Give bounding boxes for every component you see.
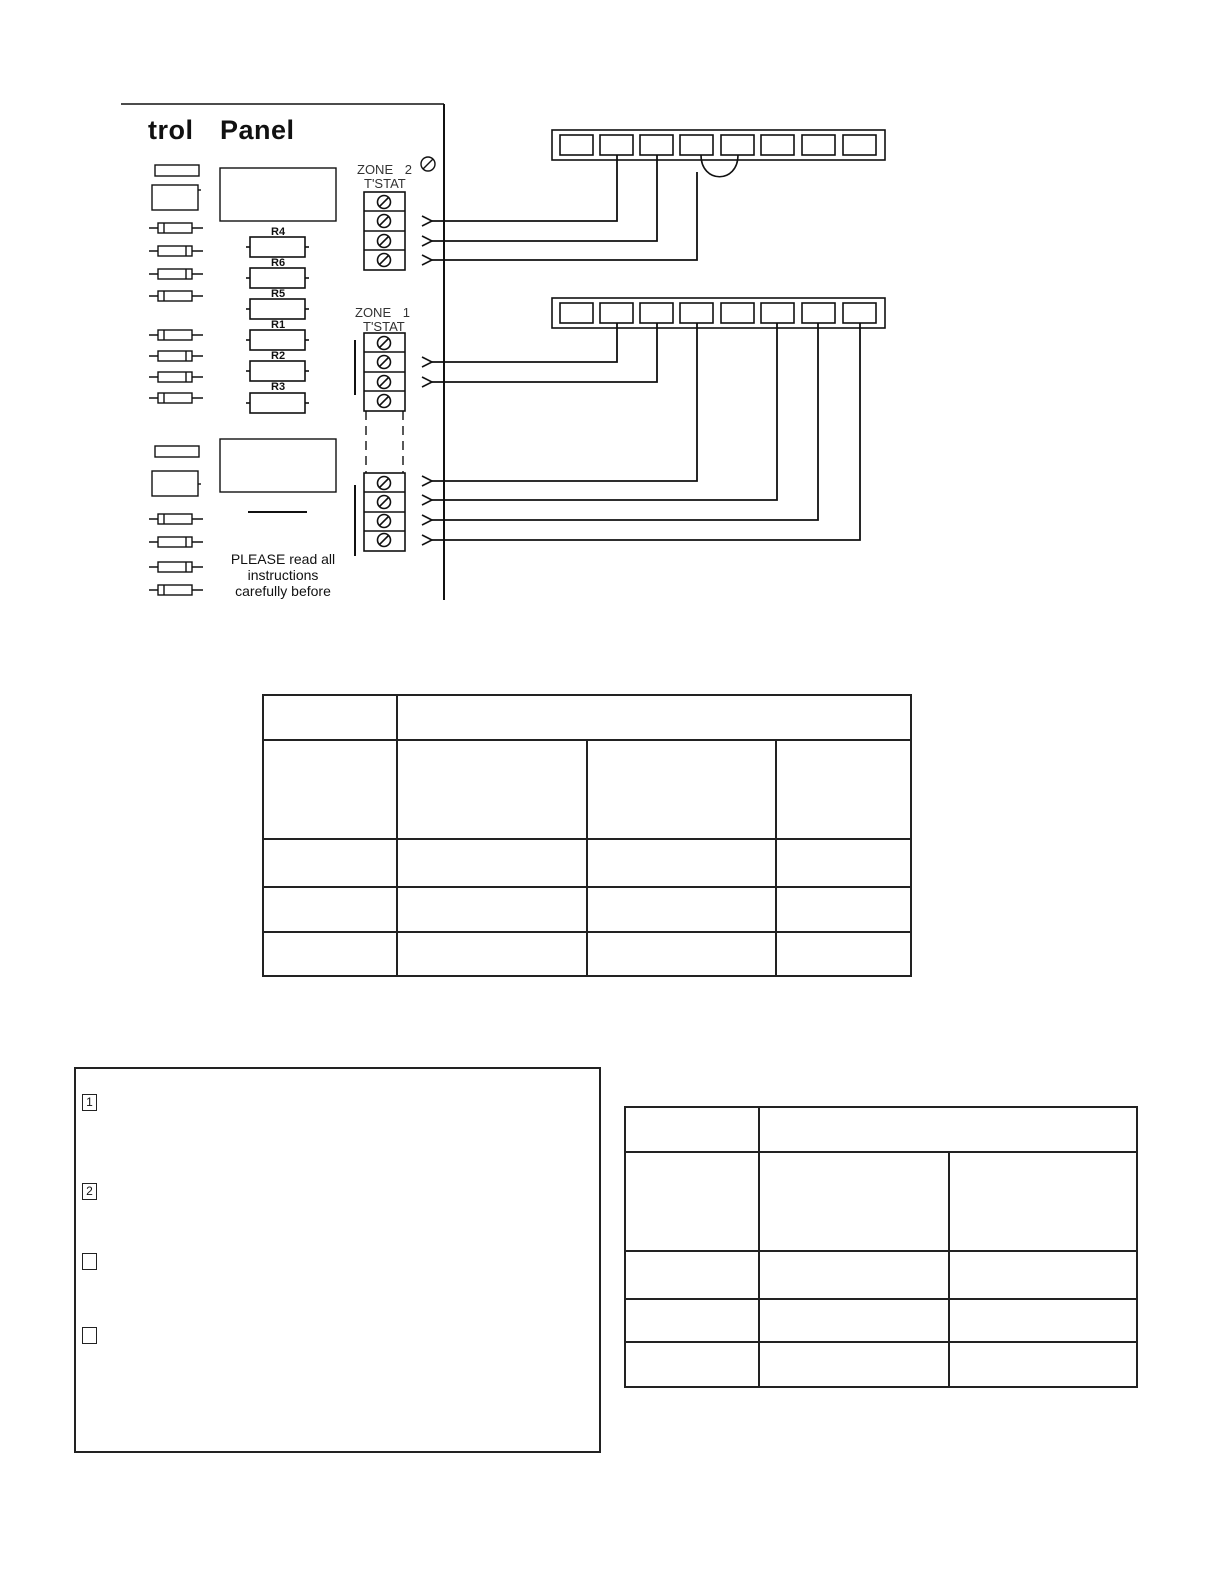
table-cell: [776, 740, 911, 839]
ground-screw-icon: [421, 157, 435, 171]
table-cell: [625, 1152, 759, 1251]
wire-z1-5: [432, 323, 818, 520]
resistor-label-r1: R1: [271, 319, 286, 331]
resistor-label-r2: R2: [271, 350, 286, 362]
table-cell: [263, 839, 397, 887]
panel-title-part1: trol: [148, 115, 194, 145]
zone1-terminal-strip-upper: [355, 333, 405, 411]
notes-box: [74, 1067, 601, 1453]
zone2-label: ZONE 2: [357, 162, 412, 177]
table-cell: [776, 839, 911, 887]
zone1-label: ZONE 1: [355, 305, 410, 320]
table-cell: [263, 695, 397, 740]
zone2-wires: [432, 155, 697, 260]
table-cell: [759, 1107, 1137, 1152]
zone2-thermostat-terminal-block: [552, 130, 885, 177]
panel-note-line2: instructions: [247, 567, 319, 583]
relay-blocks: [220, 168, 336, 512]
table-cell: [759, 1152, 949, 1251]
note-marker-1: 1: [82, 1094, 97, 1111]
wire-z2-2: [432, 155, 657, 241]
table-cell: [759, 1299, 949, 1342]
diode-row-3: [149, 514, 203, 595]
wire-z2-1: [432, 155, 617, 221]
table-cell: [759, 1251, 949, 1299]
note-marker-3: [82, 1253, 97, 1270]
zone1-terminal-strip-lower: [355, 473, 405, 556]
table-cell: [587, 839, 776, 887]
table-cell: [397, 839, 587, 887]
zone2-terminal-strip: [364, 192, 405, 270]
table-cell: [587, 887, 776, 932]
table-cell: [263, 932, 397, 976]
note-marker-4: [82, 1327, 97, 1344]
table-cell: [587, 740, 776, 839]
table-cell: [625, 1251, 759, 1299]
panel-note-line1: PLEASE read all: [230, 551, 336, 567]
wiring-diagram: [0, 0, 1224, 620]
right-table: [624, 1106, 1138, 1388]
table-cell: [949, 1299, 1137, 1342]
panel-title-part2: Panel: [220, 115, 295, 145]
diode-row-1: [149, 223, 203, 301]
table-cell: [949, 1342, 1137, 1387]
wire-z1-1: [432, 323, 617, 362]
diode-row-2: [149, 330, 203, 403]
zone1-thermostat-terminal-block: [552, 298, 885, 328]
resistor-label-r6: R6: [271, 257, 286, 269]
table-cell: [625, 1299, 759, 1342]
table-cell: [263, 740, 397, 839]
wire-z1-6: [432, 323, 860, 540]
table-cell: [397, 932, 587, 976]
left-component-column: [149, 165, 203, 595]
resistor-label-r5: R5: [271, 288, 286, 300]
table-cell: [625, 1342, 759, 1387]
middle-table: [262, 694, 912, 977]
resistor-label-r3: R3: [271, 381, 286, 393]
table-cell: [397, 887, 587, 932]
table-cell: [587, 932, 776, 976]
panel-note: [213, 551, 353, 599]
wire-z1-4: [432, 323, 777, 500]
panel-note-line3: carefully before: [235, 583, 331, 599]
resistor-label-r4: R4: [271, 226, 286, 238]
table-cell: [263, 887, 397, 932]
table-cell: [776, 887, 911, 932]
terminal-strip-break: [366, 411, 403, 473]
table-cell: [397, 695, 911, 740]
table-cell: [949, 1251, 1137, 1299]
table-cell: [759, 1342, 949, 1387]
zone2-tstat-label: T'STAT: [364, 176, 406, 191]
table-cell: [397, 740, 587, 839]
zone1-wires: [432, 323, 860, 540]
zone1-tstat-label: T'STAT: [363, 319, 405, 334]
jumper-wire: [701, 155, 738, 177]
note-marker-2: 2: [82, 1183, 97, 1200]
wire-z1-2: [432, 323, 657, 382]
table-cell: [776, 932, 911, 976]
table-cell: [949, 1152, 1137, 1251]
table-cell: [625, 1107, 759, 1152]
